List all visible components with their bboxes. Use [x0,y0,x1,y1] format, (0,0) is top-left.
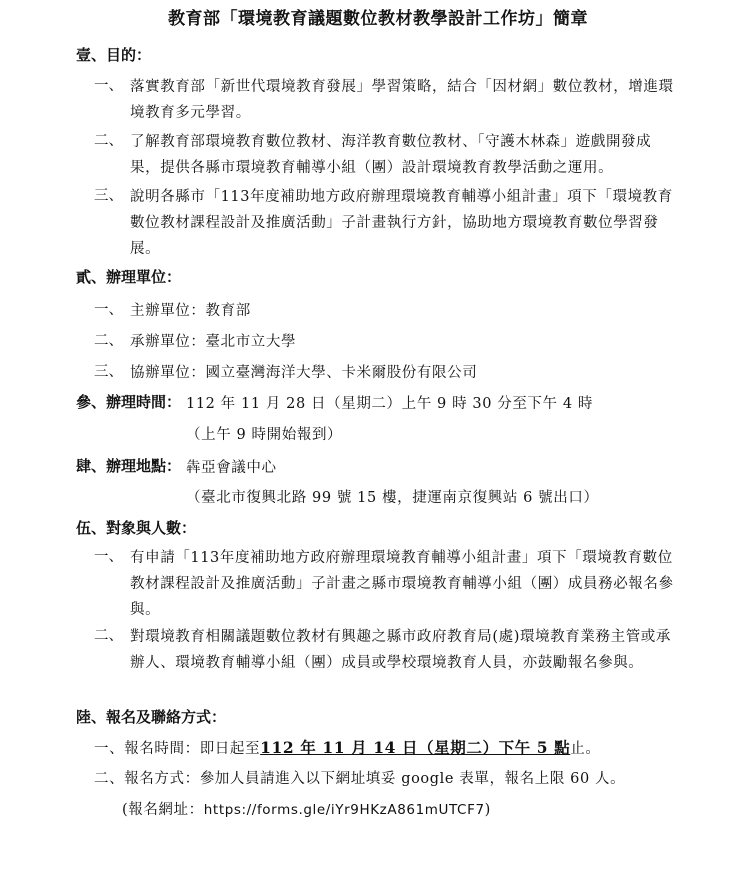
item-number: 一、 [94,78,123,94]
registration-url-suffix: ) [484,802,491,818]
item-number: 二、 [94,333,123,349]
registration-url-line [122,798,491,819]
registration-period-end: 止。 [570,741,601,757]
registration-period [94,736,600,758]
section-heading-venue: 肆、辦理地點： [76,457,182,475]
item-text: 協辦單位：國立臺灣海洋大學、卡米爾股份有限公司 [130,365,478,381]
item-text: 了解教育部環境教育數位教材、海洋教育數位教材、「守護木林森」遊戲開發成果，提供各縣市環境教育輔導小組（團）設計環境教育教學活動之運用。 [130,134,652,176]
item-text: 對環境教育相關議題數位教材有興趣之縣市政府教育局(處)環境教育業務主管或承辦人、環境教育輔導小組（團）成員或學校環境教育人員，亦鼓勵報名參與。 [130,629,672,671]
registration-deadline: 112 年 11 月 14 日（星期二）下午 5 點 [260,738,571,757]
section-heading-registration: 陸、報名及聯絡方式： [76,708,227,726]
venue-address: （臺北市復興北路 99 號 15 樓，捷運南京復興站 6 號出口） [186,490,599,506]
event-time: 112 年 11 月 28 日（星期二）上午 9 時 30 分至下午 4 時 [186,396,593,412]
item-number: 三、 [94,364,123,380]
item-number: 二、 [94,628,123,644]
item-number: 一、 [94,302,123,318]
item-text: 承辦單位：臺北市立大學 [130,334,297,350]
section-heading-purpose: 壹、目的： [76,46,152,64]
item-number: 一、 [94,549,123,565]
item-text: 落實教育部「新世代環境教育發展」學習策略，結合「因材網」數位教材，增進環境教育多元學習。 [130,79,674,121]
section-heading-organizers: 貳、辦理單位： [76,268,182,286]
registration-period-label: 一、報名時間：即日起至 [94,741,261,757]
section-heading-time: 參、辦理時間： [76,393,182,411]
item-text: 說明各縣市「113年度補助地方政府辦理環境教育輔導小組計畫」項下「環境教育數位教材課程設計及推廣活動」子計畫執行方針，協助地方環境教育數位學習發展。 [130,189,673,257]
item-text: 主辦單位：教育部 [130,303,251,319]
venue-name: 犇亞會議中心 [186,460,277,476]
page-title: 教育部「環境教育議題數位教材教學設計工作坊」簡章 [168,9,588,29]
registration-method: 二、報名方式：參加人員請進入以下網址填妥 google 表單，報名上限 60 人。 [94,771,626,787]
registration-url-link[interactable]: https://forms.gle/iYr9HKzA861mUTCF7 [203,802,485,818]
item-number: 三、 [94,188,123,204]
item-number: 二、 [94,133,123,149]
item-text: 有申請「113年度補助地方政府辦理環境教育輔導小組計畫」項下「環境教育數位教材課程設計及推廣活動」子計畫之縣市環境教育輔導小組（團）成員務必報名參與。 [130,550,674,618]
check-in-time: （上午 9 時開始報到） [186,427,343,443]
section-heading-participants: 伍、對象與人數： [76,519,197,537]
registration-url-prefix: (報名網址： [122,802,204,818]
